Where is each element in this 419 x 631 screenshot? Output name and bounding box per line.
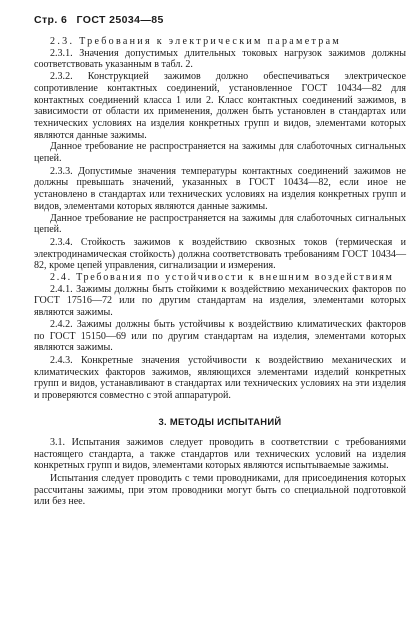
clause-2-4-3: 2.4.3. Конкретные значения устойчивости к воздействию механических и климатических факторов зажимов, являющихся элементами изделий конкретных групп и видов, устанавливают в стандартах или технических условиях на эти изделия и проверяются совместно с этой аппаратурой.: [34, 354, 406, 402]
clause-3-1: 3.1. Испытания зажимов следует проводить в соответствии с требованиями настоящего стандарта, а также стандартов или технических условий на изделия конкретных групп и видов, элементами которых являются испытываемые зажимы.: [34, 436, 406, 472]
clause-2-3-4: 2.3.4. Стойкость зажимов к воздействию сквозных токов (термическая и электродинамическая стойкость) должна соответствовать требованиям ГОСТ 10434—82, кроме цепей управления, сигнализации и измерения.: [34, 236, 406, 272]
clause-2-4-2: 2.4.2. Зажимы должны быть устойчивы к воздействию климатических факторов по ГОСТ 15150—69 или по другим стандартам на изделия, элементами которых являются зажимы.: [34, 318, 406, 354]
clause-2-3-2: 2.3.2. Конструкцией зажимов должно обеспечиваться электрическое сопротивление контактных соединений, установленное ГОСТ 10434—82 для контактных соединений класса 1 или 2. Класс контактных соединений зажимов, в зависимости от области их применения, должен быть установлен в стандартах или технических условиях на изделия конкретных групп и видов, элементами которых являются данные зажимы.: [34, 71, 406, 141]
subsection-heading-external: 2.4. Требования по устойчивости к внешним воздействиям: [50, 272, 394, 284]
clause-2-4-1: 2.4.1. Зажимы должны быть стойкими к воздействию механических факторов по ГОСТ 17516—72 или по другим стандартам на изделия, элементами которых являются зажимы.: [34, 283, 406, 319]
clause-2-3-3-note: Данное требование не распространяется на зажимы для слаботочных сигнальных цепей.: [34, 212, 406, 236]
page-number: Стр. 6: [34, 14, 68, 26]
clause-3-1-note: Испытания следует проводить с теми проводниками, для присоединения которых рассчитаны зажимы, при этом проводники могут быть со специальной подготовкой или без нее.: [34, 472, 406, 508]
section-title: 3. МЕТОДЫ ИСПЫТАНИЙ: [158, 415, 282, 427]
subsection-heading-electrical: 2.3. Требования к электрическим параметрам: [50, 36, 342, 47]
clause-2-3-3: 2.3.3. Допустимые значения температуры контактных соединений зажимов не должны превышать значений, указанных в ГОСТ 10434—82, если иное не установлено в стандартах или технических условиях на изделия конкретных групп и видов, элементами которых являются данные зажимы.: [34, 165, 406, 212]
page-header: [34, 12, 406, 28]
standard-number: ГОСТ 25034—85: [76, 14, 164, 26]
clause-2-3-2-note: Данное требование не распространяется на зажимы для слаботочных сигнальных цепей.: [34, 141, 406, 165]
clause-2-3-1: 2.3.1. Значения допустимых длительных токовых нагрузок зажимов должны соответствовать указанным в табл. 2.: [34, 47, 406, 71]
